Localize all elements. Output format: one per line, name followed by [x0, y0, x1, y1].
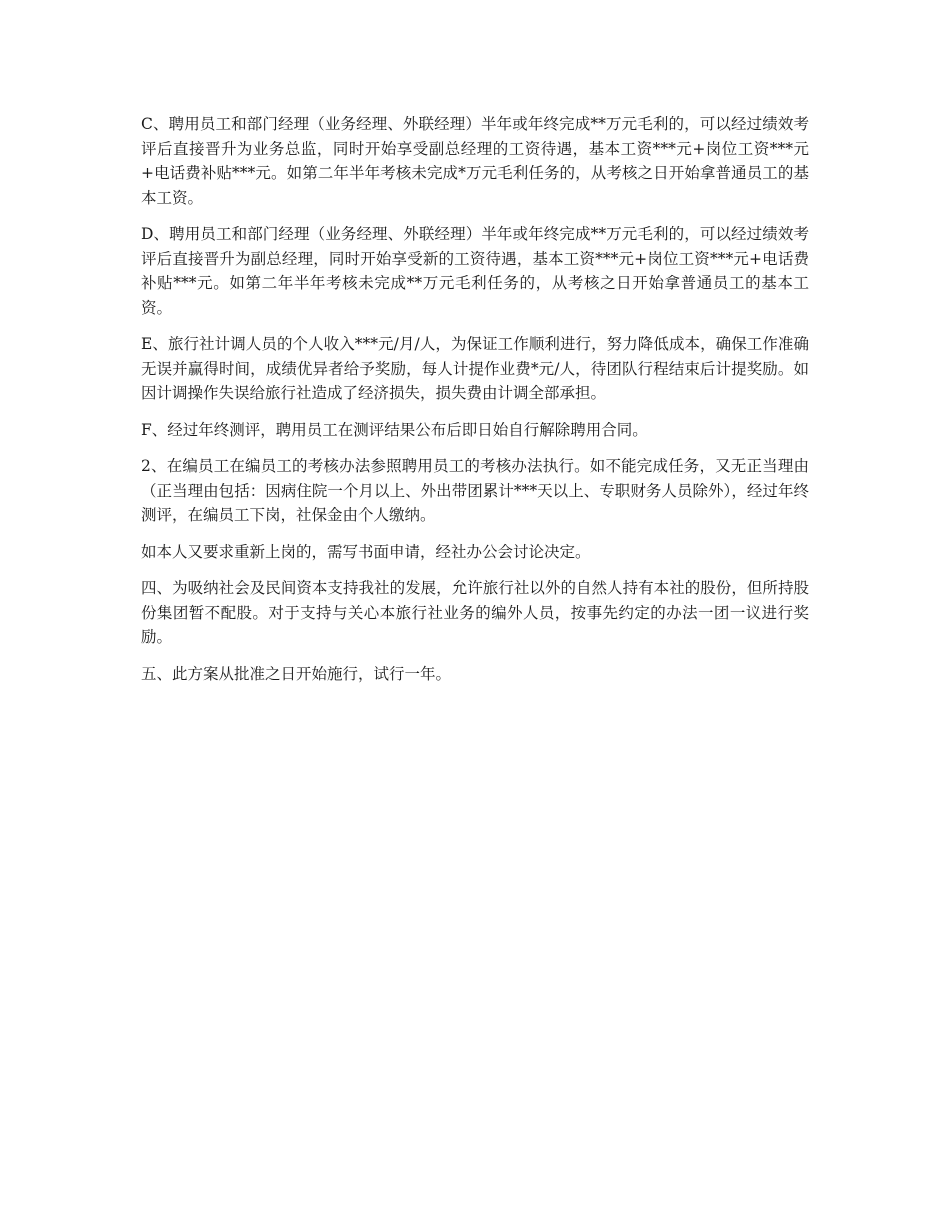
- paragraph-f: F、经过年终测评，聘用员工在测评结果公布后即日始自行解除聘用合同。: [141, 420, 648, 439]
- paragraph-d: D、聘用员工和部门经理（业务经理、外联经理）半年或年终完成**万元毛利的，可以经过绩效考评后直接晋升为副总经理，同时开始享受新的工资待遇，基本工资***元+岗位工资***元+电话费补贴***元。如第二年半年考核未完成**万元毛利任务的，从考核之日开始拿普通员工的基本工资。: [141, 225, 809, 317]
- document-body: [141, 112, 809, 698]
- paragraph-reapply: 如本人又要求重新上岗的，需写书面申请，经社办公会讨论决定。: [141, 542, 591, 561]
- paragraph-c: C、聘用员工和部门经理（业务经理、外联经理）半年或年终完成**万元毛利的，可以经过绩效考评后直接晋升为业务总监，同时开始享受副总经理的工资待遇，基本工资***元+岗位工资***元+电话费补贴***元。如第二年半年考核未完成*万元毛利任务的，从考核之日开始拿普通员工的基本工资。: [141, 115, 809, 207]
- paragraph-five: 五、此方案从批准之日开始施行，试行一年。: [141, 664, 452, 683]
- paragraph-2: 2、在编员工在编员工的考核办法参照聘用员工的考核办法执行。如不能完成任务，又无正当理由（正当理由包括：因病住院一个月以上、外出带团累计***天以上、专职财务人员除外），经过年终测评，在编员工下岗，社保金由个人缴纳。: [141, 457, 809, 524]
- paragraph-four: 四、为吸纳社会及民间资本支持我社的发展，允许旅行社以外的自然人持有本社的股份，但所持股份集团暂不配股。对于支持与关心本旅行社业务的编外人员，按事先约定的办法一团一议进行奖励。: [141, 579, 809, 646]
- paragraph-e: E、旅行社计调人员的个人收入***元/月/人，为保证工作顺利进行，努力降低成本，确保工作准确无误并赢得时间，成绩优异者给予奖励，每人计提作业费*元/人，待团队行程结束后计提奖励。如因计调操作失误给旅行社造成了经济损失，损失费由计调全部承担。: [141, 335, 809, 402]
